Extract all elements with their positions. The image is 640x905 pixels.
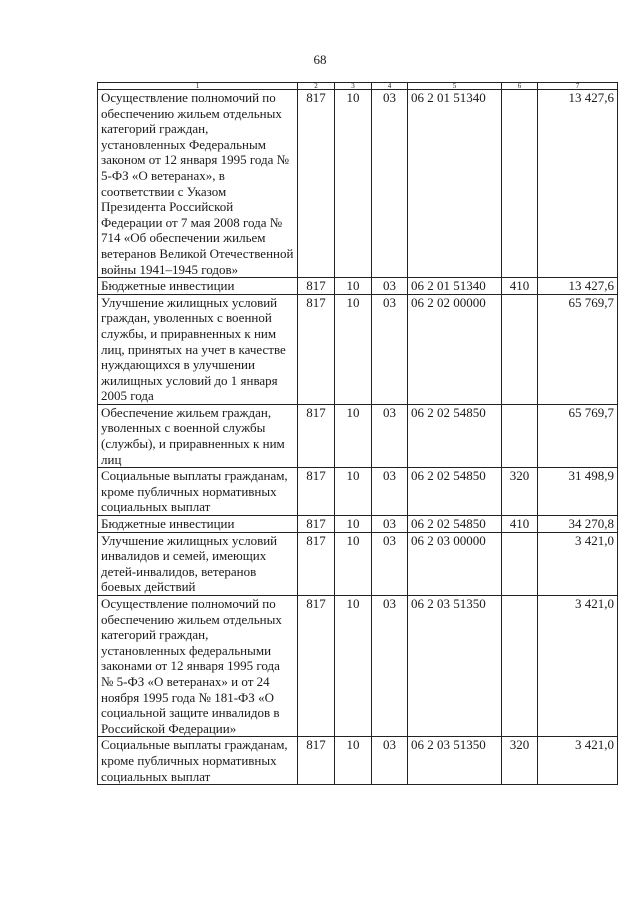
column-number: 1 [98, 83, 298, 90]
column-number: 3 [335, 83, 372, 90]
column-number: 5 [408, 83, 502, 90]
column-number: 7 [538, 83, 618, 90]
cell-pr: 03 [372, 404, 408, 467]
column-number: 4 [372, 83, 408, 90]
row-name: Социальные выплаты гражданам, кроме публичных нормативных социальных выплат [98, 468, 298, 516]
cell-csr: 06 2 01 51340 [408, 278, 502, 295]
cell-pr: 03 [372, 90, 408, 278]
table-row [98, 516, 618, 533]
cell-gr: 817 [298, 532, 335, 595]
cell-vr: 410 [502, 516, 538, 533]
cell-csr: 06 2 02 54850 [408, 404, 502, 467]
cell-csr: 06 2 03 51350 [408, 596, 502, 737]
column-number: 6 [502, 83, 538, 90]
cell-pr: 03 [372, 516, 408, 533]
cell-vr [502, 404, 538, 467]
cell-vr [502, 532, 538, 595]
cell-pr: 03 [372, 278, 408, 295]
cell-gr: 817 [298, 278, 335, 295]
cell-gr: 817 [298, 596, 335, 737]
cell-amount: 3 421,0 [538, 596, 618, 737]
cell-csr: 06 2 02 54850 [408, 516, 502, 533]
cell-pr: 03 [372, 468, 408, 516]
cell-rz: 10 [335, 596, 372, 737]
cell-pr: 03 [372, 294, 408, 404]
cell-gr: 817 [298, 737, 335, 785]
cell-csr: 06 2 01 51340 [408, 90, 502, 278]
cell-pr: 03 [372, 532, 408, 595]
table-row [98, 532, 618, 595]
cell-rz: 10 [335, 294, 372, 404]
column-number-row [98, 83, 618, 90]
cell-gr: 817 [298, 404, 335, 467]
cell-rz: 10 [335, 468, 372, 516]
cell-rz: 10 [335, 516, 372, 533]
table-row [98, 90, 618, 278]
cell-vr: 410 [502, 278, 538, 295]
cell-csr: 06 2 03 51350 [408, 737, 502, 785]
cell-csr: 06 2 02 00000 [408, 294, 502, 404]
cell-gr: 817 [298, 516, 335, 533]
column-number: 2 [298, 83, 335, 90]
cell-csr: 06 2 02 54850 [408, 468, 502, 516]
table-row [98, 278, 618, 295]
cell-amount: 3 421,0 [538, 532, 618, 595]
cell-pr: 03 [372, 737, 408, 785]
cell-gr: 817 [298, 294, 335, 404]
row-name: Осуществление полномочий по обеспечению жильем отдельных категорий граждан, установленных федеральными законами от 12 января 1995 года № 5-ФЗ «О ветеранах» и от 24 ноября 1995 года № 181-ФЗ «О социальной защите инвалидов в Российской Федерации» [98, 596, 298, 737]
cell-amount: 65 769,7 [538, 404, 618, 467]
cell-amount: 31 498,9 [538, 468, 618, 516]
row-name: Бюджетные инвестиции [98, 278, 298, 295]
row-name: Улучшение жилищных условий инвалидов и семей, имеющих детей-инвалидов, ветеранов боевых действий [98, 532, 298, 595]
cell-pr: 03 [372, 596, 408, 737]
row-name: Обеспечение жильем граждан, уволенных с военной службы (службы), и приравненных к ним лиц [98, 404, 298, 467]
row-name: Осуществление полномочий по обеспечению жильем отдельных категорий граждан, установленных Федеральным законом от 12 января 1995 года № 5-ФЗ «О ветеранах», в соответствии с Указом Президента Российской Федерации от 7 мая 2008 года № 714 «Об обеспечении жильем ветеранов Великой Отечественной войны 1941–1945 годов» [98, 90, 298, 278]
row-name: Социальные выплаты гражданам, кроме публичных нормативных социальных выплат [98, 737, 298, 785]
cell-vr [502, 294, 538, 404]
table-row [98, 404, 618, 467]
cell-rz: 10 [335, 90, 372, 278]
cell-amount: 34 270,8 [538, 516, 618, 533]
row-name: Улучшение жилищных условий граждан, уволенных с военной службы, и приравненных к ним лиц, принятых на учет в качестве нуждающихся в улучшении жилищных условий до 1 января 2005 года [98, 294, 298, 404]
table-row [98, 294, 618, 404]
cell-vr [502, 596, 538, 737]
cell-rz: 10 [335, 278, 372, 295]
cell-amount: 3 421,0 [538, 737, 618, 785]
cell-gr: 817 [298, 468, 335, 516]
table-row [98, 468, 618, 516]
cell-rz: 10 [335, 404, 372, 467]
cell-amount: 65 769,7 [538, 294, 618, 404]
cell-amount: 13 427,6 [538, 90, 618, 278]
row-name: Бюджетные инвестиции [98, 516, 298, 533]
table-row [98, 737, 618, 785]
cell-gr: 817 [298, 90, 335, 278]
page-number: 68 [313, 52, 327, 67]
cell-csr: 06 2 03 00000 [408, 532, 502, 595]
cell-rz: 10 [335, 737, 372, 785]
cell-rz: 10 [335, 532, 372, 595]
cell-amount: 13 427,6 [538, 278, 618, 295]
budget-table [97, 82, 618, 785]
table-row [98, 596, 618, 737]
cell-vr: 320 [502, 468, 538, 516]
cell-vr [502, 90, 538, 278]
cell-vr: 320 [502, 737, 538, 785]
